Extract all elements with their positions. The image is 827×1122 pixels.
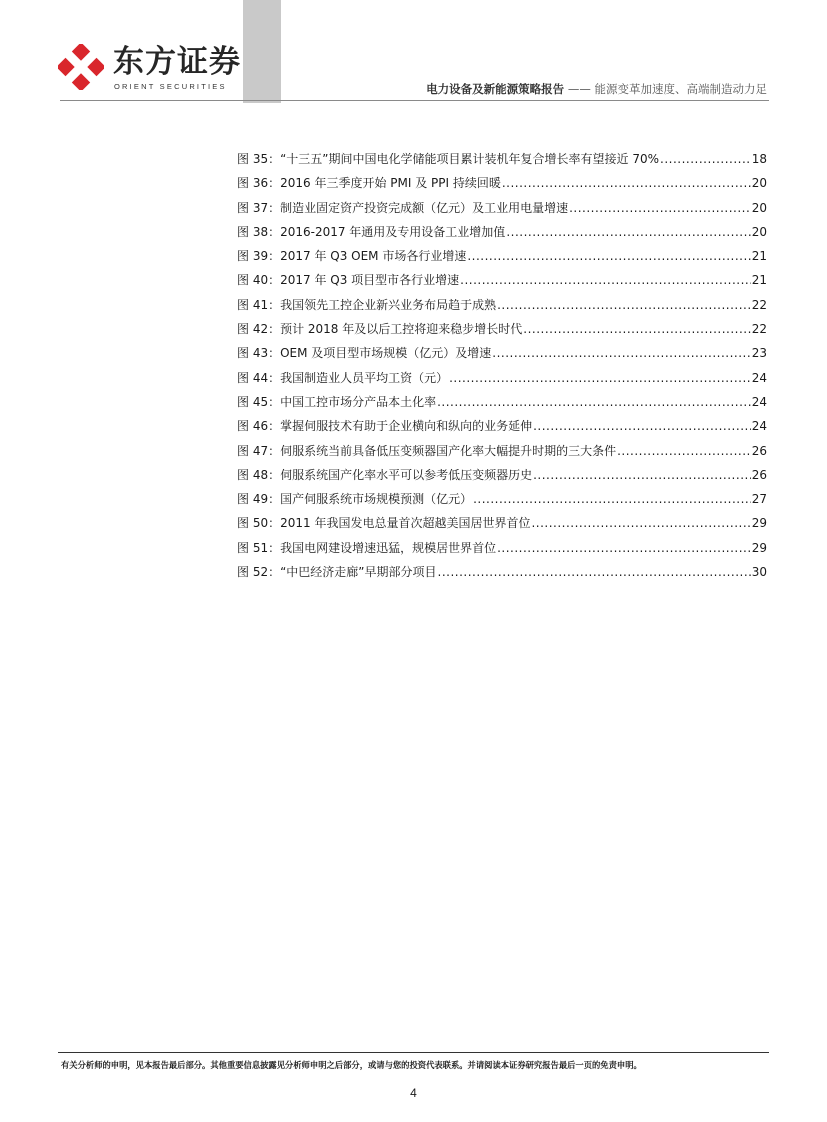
brand-name-en: ORIENT SECURITIES (114, 82, 227, 91)
toc-entry-label: 图 45：中国工控市场分产品本土化率 (237, 394, 437, 409)
toc-entry[interactable] (237, 564, 767, 588)
toc-leader-dots (473, 491, 751, 508)
toc-entry-page: 23 (751, 346, 767, 361)
toc-leader-dots (502, 175, 751, 192)
toc-entry-page: 27 (751, 492, 767, 507)
toc-entry-label: 图 44：我国制造业人员平均工资（元） (237, 370, 449, 385)
report-subtitle: 能源变革加速度、高端制造动力足 (594, 82, 767, 96)
toc-leader-dots (497, 297, 751, 314)
toc-leader-dots (449, 370, 751, 387)
toc-entry[interactable] (237, 297, 767, 321)
toc-entry-page: 18 (751, 152, 767, 166)
toc-leader-dots (438, 564, 751, 581)
toc-entry-page: 29 (751, 516, 767, 531)
toc-entry-label: 图 50：2011 年我国发电总量首次超越美国居世界首位 (237, 516, 531, 531)
toc-entry-label: 图 40：2017 年 Q3 项目型市各行业增速 (237, 273, 460, 288)
header-decoration-bar (243, 0, 281, 103)
toc-entry[interactable] (237, 175, 767, 199)
toc-entry-page: 20 (751, 224, 767, 239)
toc-entry[interactable] (237, 443, 767, 467)
toc-leader-dots (506, 224, 750, 241)
toc-leader-dots (492, 345, 750, 362)
toc-leader-dots (460, 272, 751, 289)
toc-entry[interactable] (237, 515, 767, 539)
footer-divider (58, 1052, 769, 1053)
footer-disclaimer: 有关分析师的申明，见本报告最后部分。其他重要信息披露见分析师申明之后部分，或请与您的投资代表联系。并请阅读本证券研究报告最后一页的免责申明。 (61, 1060, 642, 1070)
toc-entry-page: 30 (751, 565, 767, 580)
toc-entry-page: 24 (751, 370, 767, 385)
toc-entry-label: 图 49：国产伺服系统市场规模预测（亿元） (237, 492, 473, 507)
toc-entry-page: 24 (751, 419, 767, 434)
report-title-separator: —— (567, 82, 591, 96)
report-category: 电力设备及新能源策略报告 (426, 82, 565, 96)
toc-entry-label: 图 46：掌握伺服技术有助于企业横向和纵向的业务延伸 (237, 419, 533, 434)
toc-entry-page: 22 (751, 297, 767, 312)
toc-leader-dots (531, 515, 750, 532)
toc-leader-dots (523, 321, 750, 338)
toc-entry-page: 21 (751, 273, 767, 288)
toc-entry[interactable] (237, 224, 767, 248)
header-divider (60, 100, 769, 101)
report-title (426, 81, 767, 97)
toc-entry-page: 21 (751, 249, 767, 264)
toc-entry-page: 26 (751, 467, 767, 482)
toc-entry-page: 26 (751, 443, 767, 458)
toc-entry-page: 24 (751, 394, 767, 409)
toc-entry[interactable] (237, 272, 767, 296)
toc-leader-dots (617, 443, 751, 460)
toc-entry-page: 20 (751, 200, 767, 215)
toc-entry[interactable] (237, 200, 767, 224)
orient-logo-icon (58, 44, 104, 90)
toc-entry[interactable] (237, 370, 767, 394)
toc-leader-dots (437, 394, 751, 411)
toc-entry-label: 图 47：伺服系统当前具备低压变频器国产化率大幅提升时期的三大条件 (237, 443, 617, 458)
toc-entry-label: 图 41：我国领先工控企业新兴业务布局趋于成熟 (237, 297, 497, 312)
toc-entry[interactable] (237, 345, 767, 369)
toc-entry[interactable] (237, 394, 767, 418)
toc-leader-dots (497, 540, 751, 557)
figure-index-list (237, 151, 767, 588)
toc-entry-label: 图 52：“中巴经济走廊”早期部分项目 (237, 565, 437, 580)
toc-entry-page: 20 (751, 176, 767, 191)
toc-entry-page: 29 (751, 540, 767, 555)
toc-entry-label: 图 38：2016-2017 年通用及专用设备工业增加值 (237, 224, 506, 239)
toc-leader-dots (533, 418, 751, 435)
toc-leader-dots (467, 248, 750, 265)
toc-entry[interactable] (237, 321, 767, 345)
toc-entry-label: 图 48：伺服系统国产化率水平可以参考低压变频器历史 (237, 467, 533, 482)
toc-entry[interactable] (237, 540, 767, 564)
toc-entry[interactable] (237, 248, 767, 272)
toc-leader-dots (533, 467, 751, 484)
toc-leader-dots (660, 151, 751, 168)
brand-logo (58, 44, 241, 94)
toc-entry-label: 图 51：我国电网建设增速迅猛，规模居世界首位 (237, 540, 497, 555)
toc-entry[interactable] (237, 467, 767, 491)
toc-entry[interactable] (237, 151, 767, 175)
toc-entry-label: 图 39：2017 年 Q3 OEM 市场各行业增速 (237, 249, 467, 264)
toc-entry[interactable] (237, 418, 767, 442)
toc-leader-dots (569, 200, 751, 217)
toc-entry-label: 图 36：2016 年三季度开始 PMI 及 PPI 持续回暖 (237, 176, 501, 191)
toc-entry-label: 图 37：制造业固定资产投资完成额（亿元）及工业用电量增速 (237, 200, 569, 215)
brand-name-cn: 东方证券 (113, 44, 241, 80)
page-number: 4 (410, 1086, 417, 1100)
toc-entry-page: 22 (751, 322, 767, 337)
toc-entry-label: 图 35：“十三五”期间中国电化学储能项目累计装机年复合增长率有望接近 70% (237, 152, 660, 166)
toc-entry-label: 图 43：OEM 及项目型市场规模（亿元）及增速 (237, 346, 492, 361)
toc-entry-label: 图 42：预计 2018 年及以后工控将迎来稳步增长时代 (237, 322, 523, 337)
toc-entry[interactable] (237, 491, 767, 515)
